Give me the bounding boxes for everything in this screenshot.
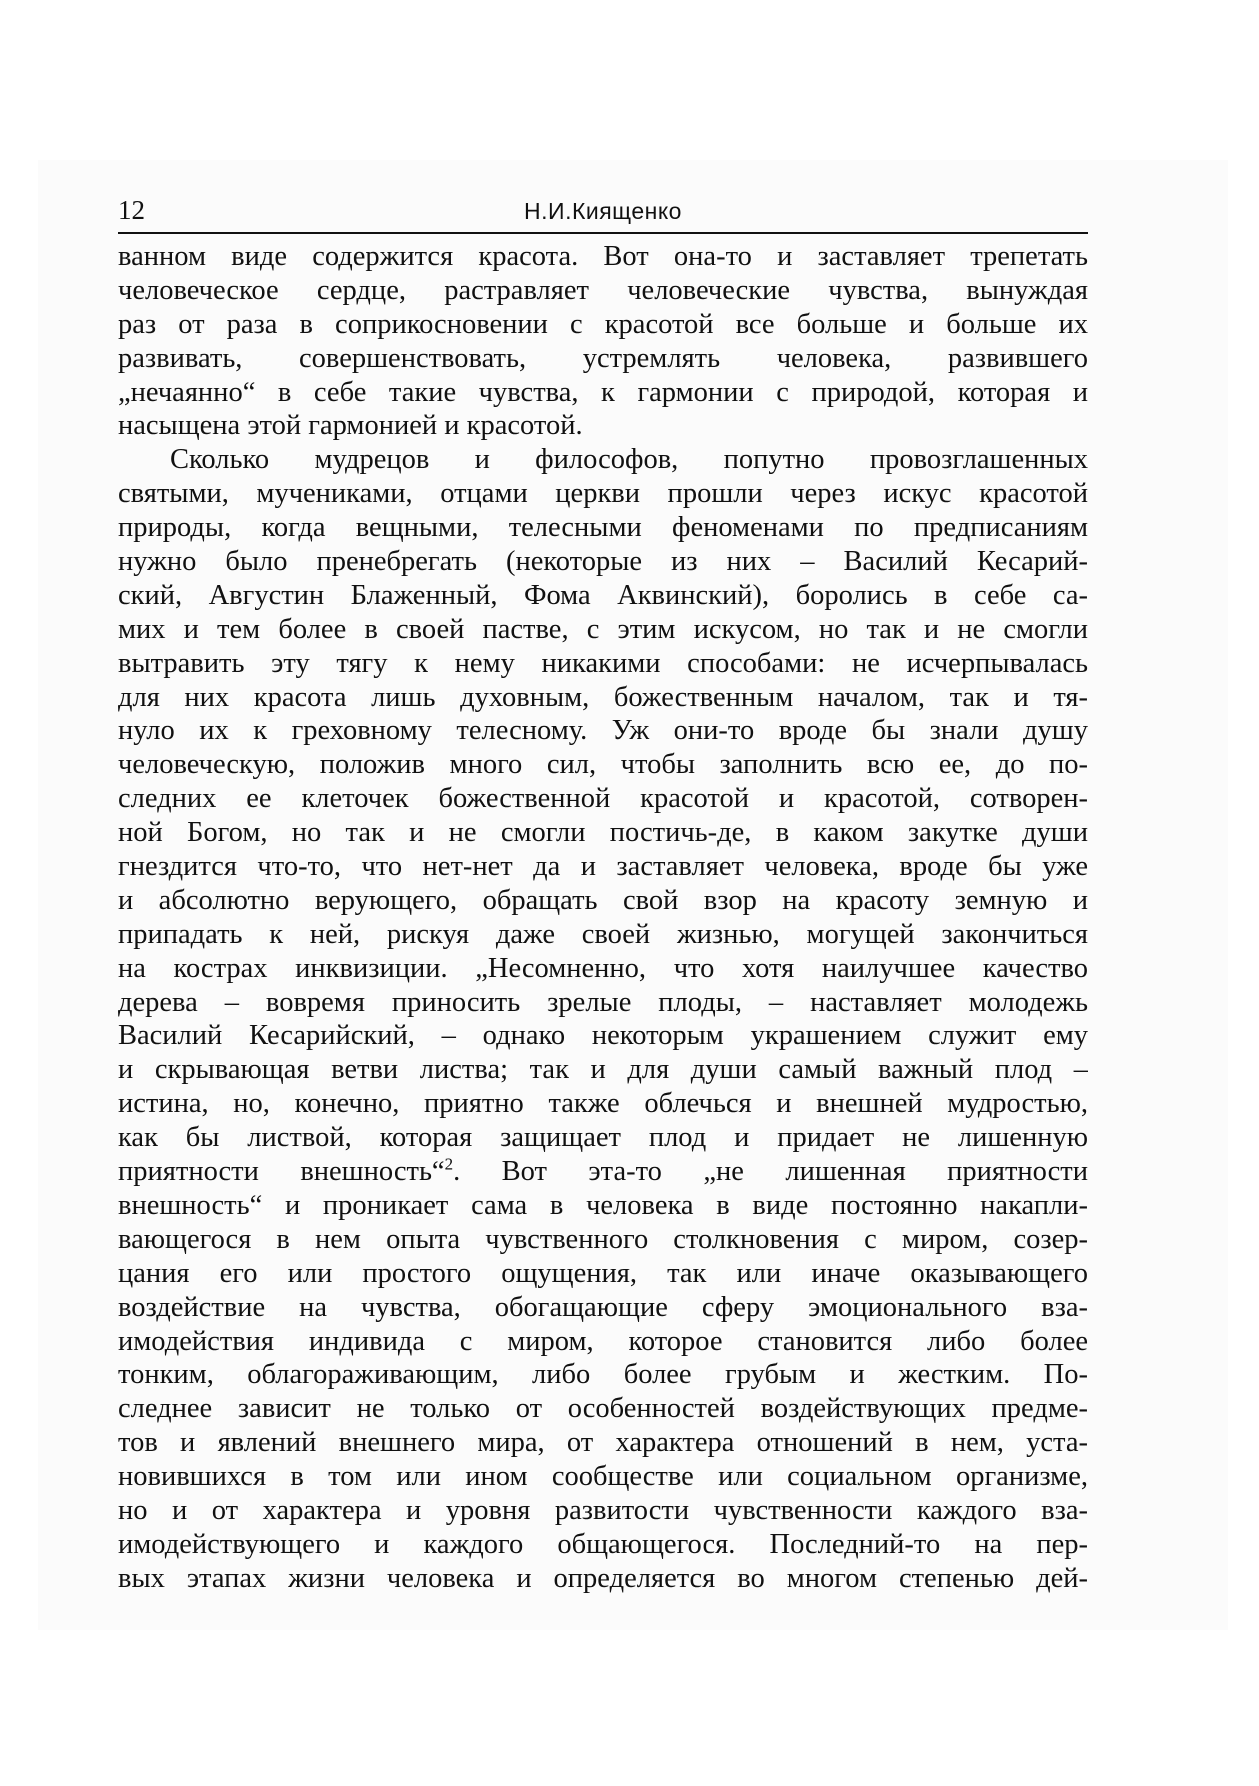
text-line: для них красота лишь духовным, божественным началом, так и тя- <box>118 681 1088 713</box>
text-line: вающегося в нем опыта чувственного столкновения с миром, созер- <box>118 1223 1088 1255</box>
text-line: цания его или простого ощущения, так или иначе оказывающего <box>118 1257 1088 1289</box>
page-number: 12 <box>118 195 145 225</box>
text-line: вытравить эту тягу к нему никакими способами: не исчерпывалась <box>118 647 1088 679</box>
text-line-paragraph-start: Сколько мудрецов и философов, попутно провозглашенных <box>170 444 1088 476</box>
text-fragment: . Вот эта-то „не лишенная приятности <box>453 1156 1088 1188</box>
text-line: раз от раза в соприкосновении с красотой все больше и больше их <box>118 308 1088 340</box>
text-line: ванном виде содержится красота. Вот она-то и заставляет трепетать <box>118 241 1088 272</box>
text-line: припадать к ней, рискуя даже своей жизнью, могущей закончиться <box>118 918 1088 950</box>
text-line: нужно было пренебрегать (некоторые из них – Василий Кесарий- <box>118 546 1088 578</box>
text-line: дерева – вовремя приносить зрелые плоды, – наставляет молодежь <box>118 986 1088 1018</box>
text-line: природы, когда вещными, телесными феноменами по предписаниям <box>118 512 1088 544</box>
text-line: на кострах инквизиции. „Несомненно, что хотя наилучшее качество <box>118 952 1088 984</box>
text-line: тов и явлений внешнего мира, от характера отношений в нем, уста- <box>118 1427 1088 1459</box>
text-line: гнездится что-то, что нет-нет да и заставляет человека, вроде бы уже <box>118 851 1088 883</box>
text-line: как бы листвой, которая защищает плод и придает не лишенную <box>118 1122 1088 1154</box>
text-line: тонким, облагораживающим, либо более грубым и жестким. По- <box>118 1359 1088 1391</box>
text-fragment: приятности внешность“ <box>118 1156 445 1188</box>
text-line: истина, но, конечно, приятно также облечься и внешней мудростью, <box>118 1088 1088 1120</box>
text-line: святыми, мучениками, отцами церкви прошли через искус красотой <box>118 478 1088 510</box>
text-line: но и от характера и уровня развитости чувственности каждого вза- <box>118 1494 1088 1526</box>
text-line: следнее зависит не только от особенностей воздействующих предме- <box>118 1393 1088 1425</box>
text-line: ной Богом, но так и не смогли постичь-де, в каком закутке души <box>118 817 1088 849</box>
text-line: воздействие на чувства, обогащающие сферу эмоционального вза- <box>118 1291 1088 1323</box>
text-line: человеческое сердце, растравляет человеческие чувства, вынуждая <box>118 274 1088 306</box>
page-header <box>118 192 1088 234</box>
text-line: человеческую, положив много сил, чтобы заполнить всю ее, до по- <box>118 749 1088 781</box>
text-line: вых этапах жизни человека и определяется во многом степенью дей- <box>118 1562 1088 1594</box>
text-line: „нечаянно“ в себе такие чувства, к гармонии с природой, которая и <box>118 376 1088 408</box>
text-line-with-footnote <box>118 1155 1088 1189</box>
text-line: и абсолютно верующего, обращать свой взор на красоту земную и <box>118 884 1088 916</box>
text-line: мих и тем более в своей пастве, с этим искусом, но так и не смогли <box>118 613 1088 645</box>
text-line: развивать, совершенствовать, устремлять человека, развившего <box>118 342 1088 374</box>
text-line: и скрывающая ветви листва; так и для души самый важный плод – <box>118 1054 1088 1086</box>
text-line: ский, Августин Блаженный, Фома Аквинский), боролись в себе са- <box>118 579 1088 611</box>
footnote-marker: 2 <box>444 1155 454 1174</box>
text-line: внешность“ и проникает сама в человека в виде постоянно накапли- <box>118 1189 1088 1221</box>
text-line: насыщена этой гармонией и красотой. <box>118 410 583 442</box>
running-head-author: Н.И.Киященко <box>524 198 682 224</box>
text-line: Василий Кесарийский, – однако некоторым украшением служит ему <box>118 1020 1088 1052</box>
text-line: имодействия индивида с миром, которое становится либо более <box>118 1325 1088 1357</box>
body-text <box>118 240 1088 1596</box>
text-line: имодействующего и каждого общающегося. Последний-то на пер- <box>118 1528 1088 1560</box>
text-line: новившихся в том или ином сообществе или социальном организме, <box>118 1461 1088 1493</box>
text-line: следних ее клеточек божественной красотой и красотой, сотворен- <box>118 783 1088 815</box>
text-line: нуло их к греховному телесному. Уж они-то вроде бы знали душу <box>118 715 1088 747</box>
